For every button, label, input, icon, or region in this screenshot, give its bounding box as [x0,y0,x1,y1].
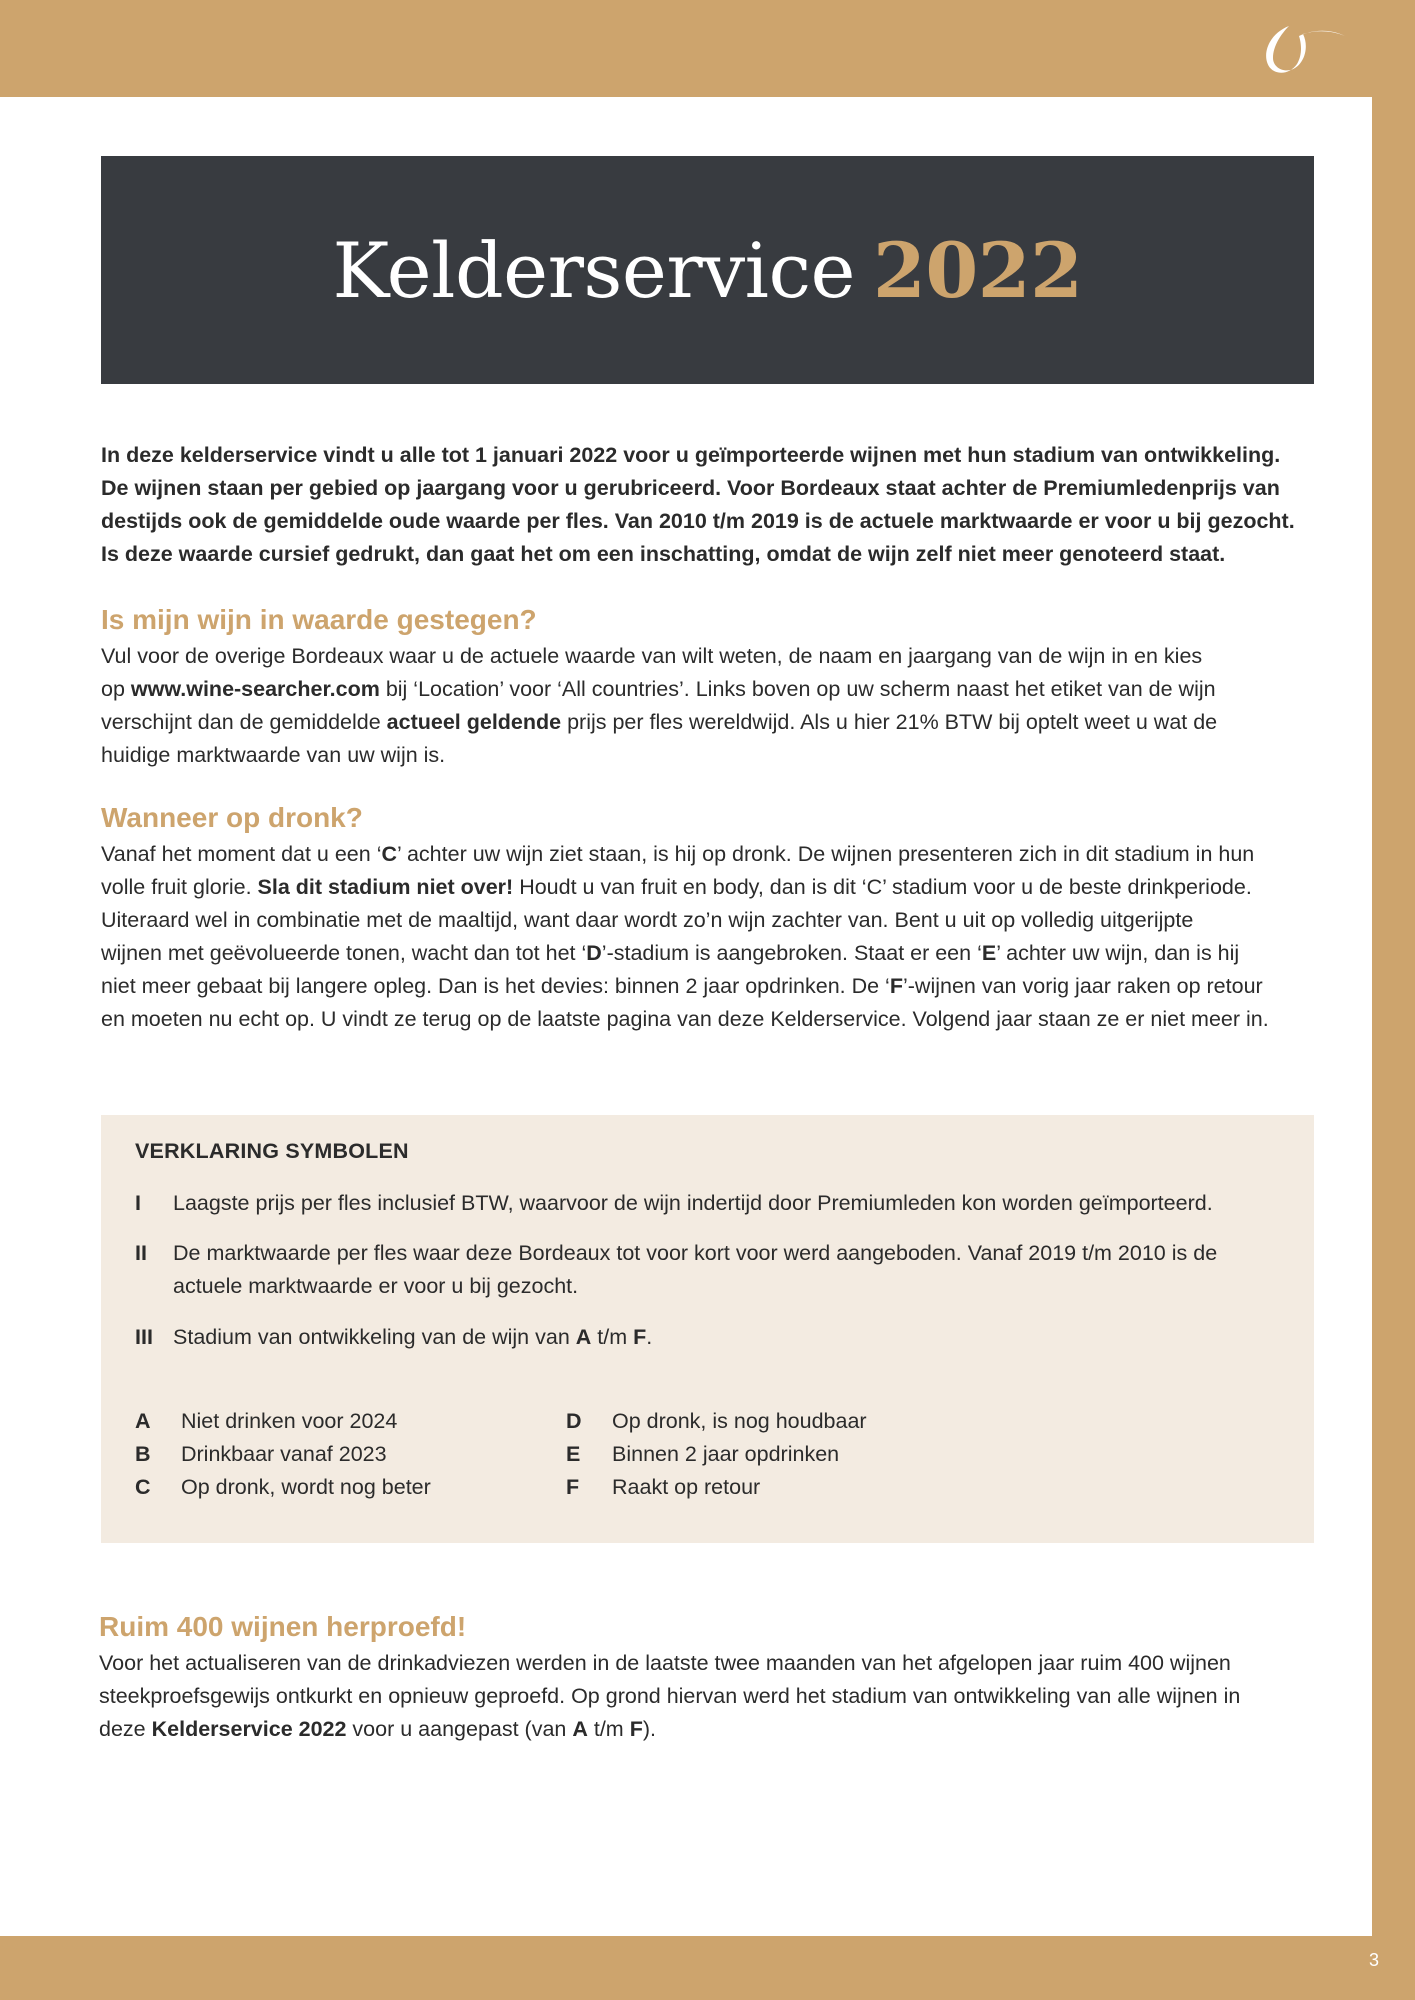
swirl-logo-icon [1259,18,1349,80]
symbol-number: I [135,1191,141,1215]
paragraph-line: steekproefsgewijs ontkurkt en opnieuw geproefd. Op grond hiervan werd het stadium van ontwikkeling van alle wijnen in [99,1684,1241,1708]
symbol-text: actuele marktwaarde er voor u bij gezocht. [173,1274,579,1298]
section-drink [101,800,1314,1036]
legend-title: VERKLARING SYMBOLEN [135,1139,409,1163]
section-heading: Wanneer op dronk? [101,802,363,833]
title-year: 2022 [873,225,1083,315]
title-main: Kelderservice [332,225,856,315]
grade-item: A Niet drinken voor 2024 [135,1409,398,1433]
legend-box [101,1115,1314,1543]
symbol-text: Stadium van ontwikkeling van de wijn van A t/m F. [173,1325,653,1349]
wine-searcher-link: www.wine-searcher.com [130,677,380,701]
intro-line: Is deze waarde cursief gedrukt, dan gaat het om een inschatting, omdat de wijn zelf niet meer genoteerd staat. [101,542,1226,566]
paragraph-line: Uiteraard wel in combinatie met de maaltijd, want daar wordt zo’n wijn zachter van. Bent u uit op volledig uitgerijpte [101,908,1194,932]
paragraph-line: Vul voor de overige Bordeaux waar u de actuele waarde van wilt weten, de naam en jaargang van de wijn in en kies [101,644,1203,668]
page-number: 3 [1368,1950,1379,1970]
symbol-number: III [135,1325,153,1349]
section-tasted [99,1609,1312,1746]
paragraph-line: op www.wine-searcher.com bij ‘Location’ voor ‘All countries’. Links boven op uw scherm naast het etiket van de wijn [101,677,1216,701]
section-heading: Is mijn wijn in waarde gestegen? [101,604,537,635]
page-sheet [0,97,1372,1936]
intro-paragraph [101,439,1314,571]
paragraph-line: Voor het actualiseren van de drinkadviezen werden in de laatste twee maanden van het afgelopen jaar ruim 400 wijnen [99,1651,1231,1675]
symbol-text: Laagste prijs per fles inclusief BTW, waarvoor de wijn indertijd door Premiumleden kon worden geïmporteerd. [173,1191,1213,1215]
paragraph-line: niet meer gebaat bij langere opleg. Dan is het devies: binnen 2 jaar opdrinken. De ‘F’-wijnen van vorig jaar raken op retour [101,974,1263,998]
intro-line: In deze kelderservice vindt u alle tot 1 januari 2022 voor u geïmporteerde wijnen met hun stadium van ontwikkeling. [101,443,1281,467]
paragraph-line: wijnen met geëvolueerde tonen, wacht dan tot het ‘D’-stadium is aangebroken. Staat er een ‘E’ achter uw wijn, dan is hij [101,941,1240,965]
paragraph-line: verschijnt dan de gemiddelde actueel geldende prijs per fles wereldwijd. Als u hier 21% BTW bij optelt weet u wat de [101,710,1218,734]
paragraph-line: Vanaf het moment dat u een ‘C’ achter uw wijn ziet staan, is hij op dronk. De wijnen presenteren zich in dit stadium in hun [101,842,1255,866]
grade-item: C Op dronk, wordt nog beter [135,1475,431,1499]
grade-item: D Op dronk, is nog houdbaar [566,1409,867,1433]
grade-item: B Drinkbaar vanaf 2023 [135,1442,387,1466]
grade-item: F Raakt op retour [566,1475,761,1499]
symbol-row [135,1237,1285,1303]
intro-line: destijds ook de gemiddelde oude waarde per fles. Van 2010 t/m 2019 is de actuele marktwaarde er voor u bij gezocht. [101,509,1295,533]
symbol-text: De marktwaarde per fles waar deze Bordeaux tot voor kort voor werd aangeboden. Vanaf 2019 t/m 2010 is de [173,1241,1218,1265]
grade-item: E Binnen 2 jaar opdrinken [566,1442,840,1466]
paragraph-line: en moeten nu echt op. U vindt ze terug op de laatste pagina van deze Kelderservice. Volgend jaar staan ze er niet meer in. [101,1007,1269,1031]
section-heading: Ruim 400 wijnen herproefd! [99,1611,467,1642]
intro-line: De wijnen staan per gebied op jaargang voor u gerubriceerd. Voor Bordeaux staat achter de Premiumledenprijs van [101,476,1280,500]
symbol-row [135,1187,1285,1220]
page-title [101,156,1314,384]
symbol-number: II [135,1241,147,1265]
paragraph-line: deze Kelderservice 2022 voor u aangepast (van A t/m F). [99,1717,656,1741]
symbol-row [135,1321,1285,1354]
section-value [101,602,1314,772]
paragraph-line: volle fruit glorie. Sla dit stadium niet over! Houdt u van fruit en body, dan is dit ‘C’ stadium voor u de beste drinkperiode. [101,875,1252,899]
paragraph-line: huidige marktwaarde van uw wijn is. [101,743,446,767]
